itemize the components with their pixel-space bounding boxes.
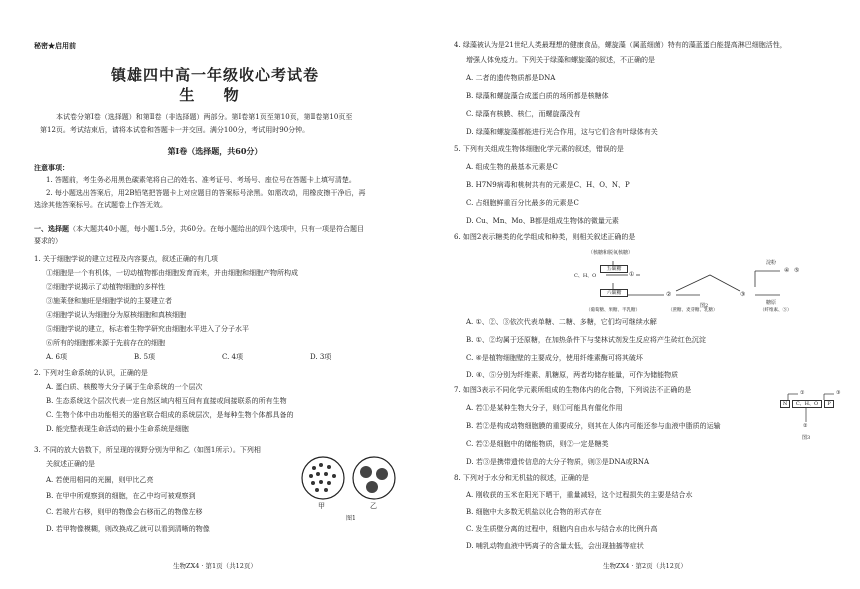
- secret-label: 秘密★启用前: [34, 41, 76, 50]
- part1-title: 第Ⅰ卷（选择题，共60分）: [167, 146, 263, 156]
- q7-option-b: B. 若②是构成动物细胞膜的重要成分，则其在人体内可能还参与血液中脂质的运输: [466, 422, 721, 430]
- q1-item-1: ①细胞是一个有机体，一切动植物都由细胞发育而来，并由细胞和细胞产物所构成: [46, 269, 298, 277]
- notice-title: 注意事项：: [34, 163, 69, 172]
- fig2-bottom-2: （蔗糖、麦芽糖、乳糖）: [668, 308, 718, 313]
- right-page: [430, 0, 860, 589]
- fig3-circle-3: ③: [836, 390, 841, 396]
- fig2-pentose: 五碳糖: [600, 265, 628, 273]
- q5-option-b: B. H7N9病毒和桃树共有的元素是C、H、O、N、P: [466, 181, 630, 189]
- q6-option-a: A. ①、②、③依次代表单糖、二糖、多糖，它们均可继续水解: [466, 318, 657, 326]
- q2-option-a: A. 蛋白质、核酸等大分子属于生命系统的一个层次: [46, 383, 203, 391]
- page-1-footer: 生物ZX4 · 第1页（共12页）: [173, 562, 257, 570]
- figure-3-elements: [768, 390, 848, 444]
- q3-option-b: B. 在甲中所观察到的细胞，在乙中均可被观察到: [46, 492, 196, 500]
- q1-item-4: ④细胞学说认为细胞分为原核细胞和真核细胞: [46, 311, 186, 319]
- q4-stem-1: 4. 绿藻被认为是21世纪人类最理想的健康食品，螺旋藻（属蓝细菌）特有的藻蓝蛋白能提高淋巴细胞活性，: [454, 41, 787, 49]
- q2-option-d: D. 能完整表现生命活动的最小生命系统是细胞: [46, 425, 189, 433]
- q7-option-d: D. 若③是携带遗传信息的大分子物质，则③是DNA或RNA: [466, 458, 650, 466]
- fig2-top-label: （核糖和脱氧核糖）: [588, 250, 634, 256]
- fig2-starch: 淀粉: [766, 260, 777, 266]
- figure-1-microscope-views: [300, 452, 400, 512]
- notice-line-3: 选涂其他答案标号。在试题卷上作答无效。: [34, 201, 167, 209]
- q7-option-c: C. 若②是细胞中的储能物质，则②一定是糖类: [466, 440, 609, 448]
- fig2-glycogen: 糖原: [766, 300, 777, 306]
- exam-title: 镇雄四中高一年级收心考试卷: [110, 66, 319, 84]
- q1-option-c: C. 4项: [222, 353, 244, 361]
- q4-option-c: C. 绿藻有核膜、核仁，而螺旋藻没有: [466, 110, 581, 118]
- q4-option-a: A. 二者的遗传物质都是DNA: [466, 74, 556, 82]
- section1-desc: （本大题共40小题，每小题1.5分，共60分。在每小题给出的四个选项中，只有一项是符合题目: [69, 225, 364, 233]
- fig2-circle-2: ②: [666, 291, 672, 298]
- q3-option-a: A. 若使用相同的光圈，则甲比乙亮: [46, 476, 154, 484]
- fig2-bottom-3: （纤维素、⑤）: [760, 308, 792, 313]
- subject-title: 生 物: [179, 86, 251, 104]
- fig3-p-box: P: [824, 400, 834, 408]
- q5-option-a: A. 组成生物的最基本元素是C: [466, 163, 558, 171]
- figure-2-caption: 图2: [700, 303, 709, 309]
- fig2-bottom-1: （葡萄糖、果糖、半乳糖）: [586, 308, 640, 313]
- page-2-footer: 生物ZX4 · 第2页（共12页）: [603, 562, 687, 570]
- q1-item-6: ⑥所有的细胞都来源于先前存在的细胞: [46, 339, 165, 347]
- intro-line-2: 第12页。考试结束后，请将本试卷和答题卡一并交回。满分100分，考试用时90分钟。: [40, 126, 310, 134]
- section1-title: 一、选择题: [34, 224, 69, 233]
- q1-item-5: ⑤细胞学说的建立，标志着生物学研究由细胞水平进入了分子水平: [46, 325, 249, 333]
- fig3-n-box: N: [780, 400, 790, 408]
- fig3-circle-2: ②: [803, 423, 808, 429]
- section1-header: [34, 224, 364, 234]
- q6-option-c: C. ④是植物细胞壁的主要成分，使用纤维素酶可将其破坏: [466, 354, 643, 362]
- fig2-circle-3: ③: [740, 291, 746, 298]
- q4-option-b: B. 绿藻和螺旋藻合成蛋白质的场所都是核糖体: [466, 92, 609, 100]
- section1-desc-2: 要求的）: [34, 237, 62, 245]
- q1-option-a: A. 6项: [46, 353, 67, 361]
- q2-stem: 2. 下列对生命系统的认识，正确的是: [34, 369, 148, 377]
- q2-option-b: B. 生态系统这个层次代表一定自然区域内相互间有直接或间接联系的所有生物: [46, 397, 287, 405]
- q2-option-c: C. 生物个体中由功能相关的器官联合组成的系统层次，是每种生物个体都具备的: [46, 411, 294, 419]
- figure-1-label-yi: 乙: [370, 502, 377, 510]
- q6-option-b: B. ①、②均属于还原糖，在加热条件下与斐林试剂发生反应将产生砖红色沉淀: [466, 336, 706, 344]
- q7-option-a: A. 若①是某种生物大分子，则①可能具有催化作用: [466, 404, 623, 412]
- q1-stem: 1. 关于细胞学说的建立过程及内容要点，叙述正确的有几项: [34, 255, 218, 263]
- q1-item-2: ②细胞学说揭示了动植物细胞的多样性: [46, 283, 165, 291]
- intro-line-1: 本试卷分第Ⅰ卷（选择题）和第Ⅱ卷（非选择题）两部分。第Ⅰ卷第1页至第10页，第Ⅱ卷第10页至: [56, 113, 353, 121]
- q5-option-c: C. 占细胞鲜重百分比最多的元素是C: [466, 199, 579, 207]
- q6-stem: 6. 如图2表示糖类的化学组成和种类，则相关叙述正确的是: [454, 233, 636, 241]
- q8-option-c: C. 发生质壁分离的过程中，细胞内自由水与结合水的比例升高: [466, 525, 658, 533]
- q1-option-d: D. 3项: [310, 353, 332, 361]
- fig3-cho-box: C、H、O: [792, 400, 822, 408]
- q1-option-b: B. 5项: [134, 353, 156, 361]
- q5-option-d: D. Cu、Mn、Mo、B都是组成生物体的微量元素: [466, 217, 619, 225]
- fig2-circle-5: ⑤: [794, 267, 800, 274]
- notice-line-1: 1. 答题前，考生务必用黑色碳素笔将自己的姓名、准考证号、考场号、座位号在答题卡上填写清楚。: [46, 176, 356, 184]
- q3-stem-2: 关叙述正确的是: [46, 460, 95, 468]
- q6-option-d: D. ④、⑤分别为纤维素、肌糖原，两者均储存能量，可作为储能物质: [466, 371, 679, 379]
- fig2-elements: C、H、O: [574, 273, 597, 279]
- fig2-circle-1: ①: [629, 271, 635, 278]
- fig2-circle-4: ④: [784, 267, 790, 274]
- q3-option-d: D. 若甲物像模糊，则改换成乙就可以看到清晰的物像: [46, 525, 210, 533]
- fig2-hexose: 六碳糖: [600, 289, 628, 297]
- q3-option-c: C. 若玻片右移，则甲的物像会右移而乙的物像左移: [46, 508, 203, 516]
- fig3-circle-1: ①: [800, 390, 805, 396]
- q8-option-d: D. 哺乳动物血液中钙离子的含量太低，会出现抽搐等症状: [466, 542, 644, 550]
- q8-stem: 8. 下列对于水分和无机盐的叙述，正确的是: [454, 474, 589, 482]
- q5-stem: 5. 下列有关组成生物体细胞化学元素的叙述，错误的是: [454, 145, 624, 153]
- figure-1-caption: 图1: [346, 515, 356, 522]
- figure-3-caption: 图3: [802, 435, 811, 441]
- notice-line-2: 2. 每小题选出答案后，用2B铅笔把答题卡上对应题目的答案标号涂黑。如需改动，用橡皮擦干净后，再: [46, 189, 366, 197]
- q8-option-a: A. 刚收获的玉米在阳光下晒干，重量减轻，这个过程损失的主要是结合水: [466, 491, 693, 499]
- q7-stem: 7. 如图3表示不同化学元素所组成的生物体内的化合物，下列说法不正确的是: [454, 386, 692, 394]
- q4-option-d: D. 绿藻和螺旋藻都能进行光合作用，这与它们含有叶绿体有关: [466, 128, 658, 136]
- q1-item-3: ③施莱登和施旺是细胞学说的主要建立者: [46, 297, 172, 305]
- q8-option-b: B. 细胞中大多数无机盐以化合物的形式存在: [466, 508, 602, 516]
- q3-stem-1: 3. 不同的放大倍数下，所呈现的视野分别为甲和乙（如图1所示）。下列相: [34, 446, 261, 454]
- q4-stem-2: 增强人体免疫力。下列关于绿藻和螺旋藻的叙述，不正确的是: [466, 56, 655, 64]
- figure-1-label-jia: 甲: [318, 502, 325, 510]
